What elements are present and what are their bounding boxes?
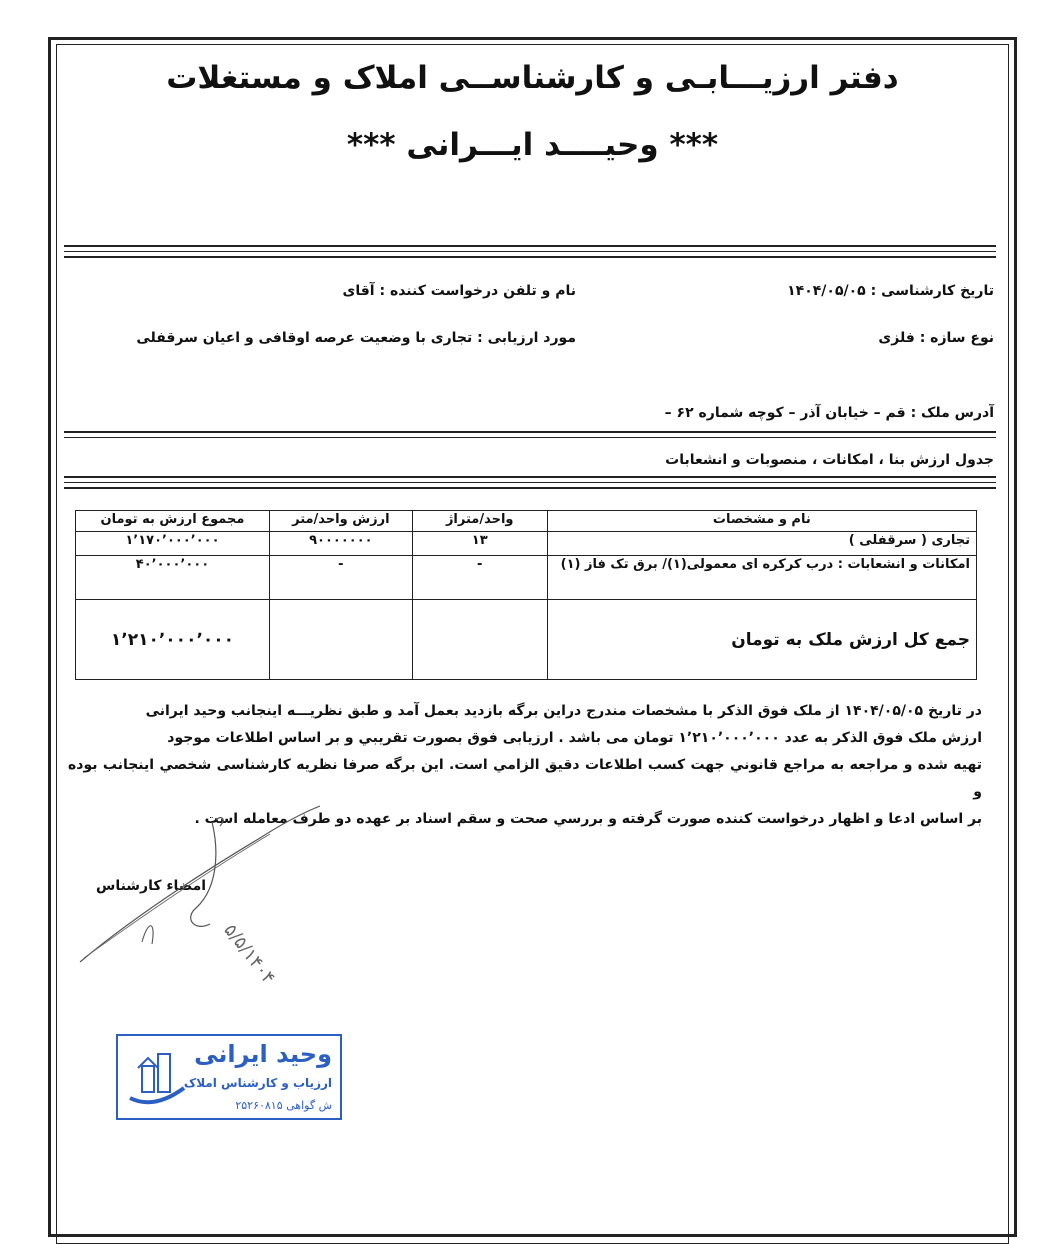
table-row: [76, 556, 977, 600]
divider: [64, 482, 996, 483]
stamp-certificate: ش گواهی ۲۵۲۶۰۸۱۵: [235, 1099, 332, 1112]
stamp-name: وحید ایرانی: [194, 1040, 332, 1068]
grand-total-row: [76, 600, 977, 680]
divider: [64, 431, 996, 433]
row-unit-value: ۹۰۰۰۰۰۰۰: [269, 532, 412, 556]
row-name: امکانات و انشعابات : درب کرکره ای معمولی(۱)/ برق تک فاز (۱): [547, 556, 976, 600]
divider: [64, 256, 996, 258]
header-total: مجموع ارزش به تومان: [76, 511, 270, 532]
building-icon: [124, 1044, 188, 1110]
row-total: ۱٬۱۷۰٬۰۰۰٬۰۰۰: [76, 532, 270, 556]
expert-name-title: *** وحیــــد ایـــرانی ***: [346, 127, 719, 163]
statement-line: بر اساس ادعا و اظهار درخواست کننده صورت گرفته و بررسي صحت و سقم اسناد بر عهده دو طرف معامله است .: [194, 811, 982, 827]
property-address: آدرس ملک : قم – خیابان آذر – کوچه شماره ۶۲ –: [664, 405, 994, 421]
requester-name: نام و تلفن درخواست کننده : آقای: [342, 283, 576, 299]
appraisal-date: تاریخ کارشناسی : ۱۴۰۴/۰۵/۰۵: [787, 283, 994, 299]
row-unit: -: [412, 556, 547, 600]
official-stamp: [116, 1034, 342, 1120]
header-name: نام و مشخصات: [547, 511, 976, 532]
header-unit: واحد/متراژ: [412, 511, 547, 532]
row-unit: ۱۳: [412, 532, 547, 556]
divider: [64, 487, 996, 489]
divider: [64, 437, 996, 438]
stamp-title: ارزیاب و کارشناس املاک: [183, 1076, 332, 1090]
grand-total-value: ۱٬۲۱۰٬۰۰۰٬۰۰۰: [76, 600, 270, 680]
divider: [64, 245, 996, 247]
office-title: دفتر ارزیـــابـی و کارشناســی املاک و مستغلات: [166, 60, 899, 96]
statement-line: ارزش ملک فوق الذکر به عدد ۱٬۲۱۰٬۰۰۰٬۰۰۰ تومان می باشد . ارزیابی فوق بصورت تقریبي و بر اساس اطلاعات موجود: [167, 730, 982, 746]
table-caption: جدول ارزش بنا ، امکانات ، منصوبات و انشعابات: [665, 452, 994, 468]
signature-label: امضاء کارشناس: [96, 878, 207, 894]
empty-cell: [269, 600, 412, 680]
row-total: ۴۰٬۰۰۰٬۰۰۰: [76, 556, 270, 600]
divider: [64, 476, 996, 478]
row-unit-value: -: [269, 556, 412, 600]
handwritten-date: ۵/۵/۱۴۰۴: [219, 920, 280, 989]
row-name: تجاری ( سرقفلی ): [547, 532, 976, 556]
appraisal-subject: مورد ارزیابی : تجاری با وضعیت عرصه اوقافی و اعیان سرقفلی: [136, 330, 576, 346]
table-row: [76, 532, 977, 556]
valuation-table: [75, 510, 977, 680]
empty-cell: [412, 600, 547, 680]
statement-line: در تاریخ ۱۴۰۴/۰۵/۰۵ از ملک فوق الذکر با مشخصات مندرج دراین برگه بازدید بعمل آمد و طبق نظریـــه اینجانب وحید ایرانی: [145, 703, 982, 719]
table-header-row: [76, 511, 977, 532]
divider: [64, 251, 996, 252]
structure-type: نوع سازه : فلزی: [878, 330, 994, 346]
grand-total-label: جمع کل ارزش ملک به تومان: [547, 600, 976, 680]
statement-line: تهیه شده و مراجعه به مراجع قانوني جهت کسب اطلاعات دقیق الزامي است. این برگه صرفا نظریه کارشناسی شخصي اینجانب بوده و: [68, 757, 982, 800]
header-unit-value: ارزش واحد/متر: [269, 511, 412, 532]
handwritten-signature: [70, 800, 330, 990]
